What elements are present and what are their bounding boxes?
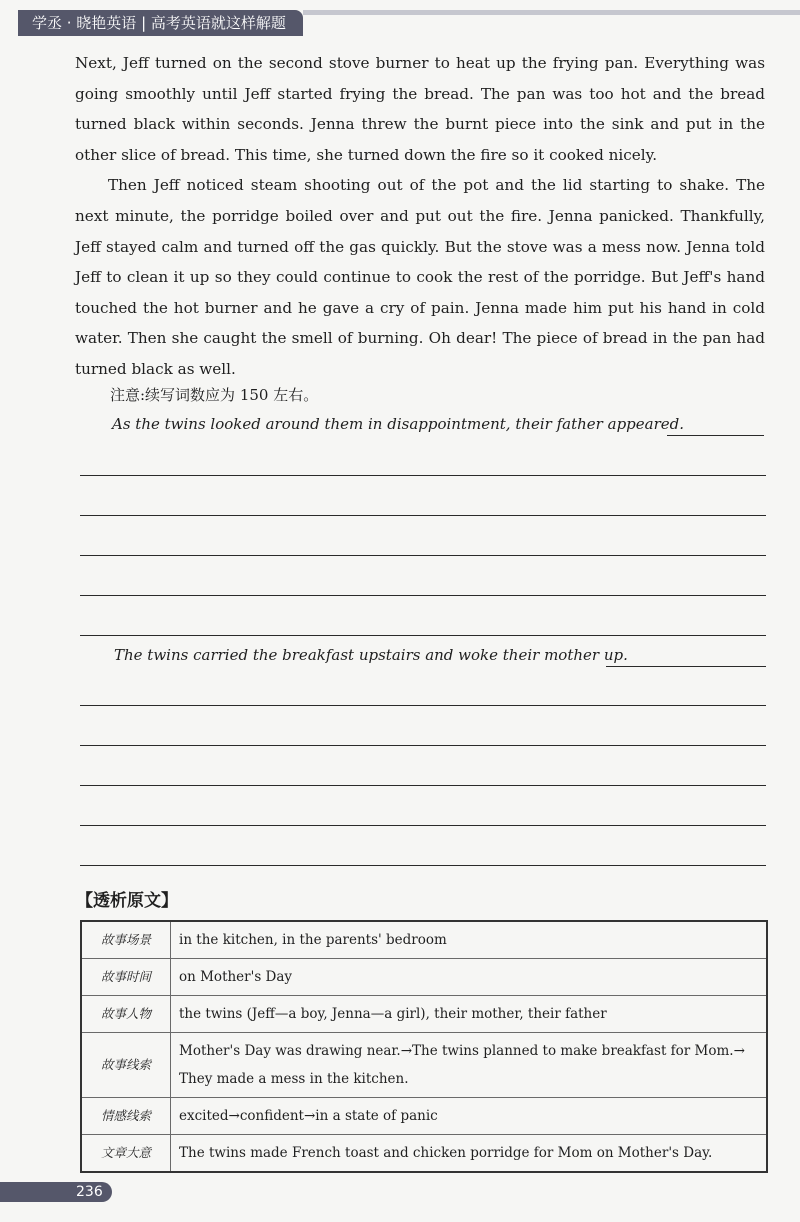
row-value: in the kitchen, in the parents' bedroom bbox=[171, 921, 768, 959]
word-count-note: 注意:续写词数应为 150 左右。 bbox=[110, 386, 319, 404]
row-value: on Mother's Day bbox=[171, 959, 768, 996]
header-title: 学丞 · 晓艳英语 | 高考英语就这样解题 bbox=[18, 10, 303, 36]
table-row bbox=[81, 921, 767, 959]
writing-line[interactable] bbox=[80, 595, 766, 596]
row-value: excited→confident→in a state of panic bbox=[171, 1098, 768, 1135]
header-rule bbox=[303, 10, 800, 15]
paragraph-2: Then Jeff noticed steam shooting out of the pot and the lid starting to shake. The next minute, the porridge boiled over and put out the fire. Jenna panicked. Thankfully, Jeff stayed calm and turned off the gas quickly. But the stove was a mess now. Jenna told Jeff to clean it up so they could continue to cook the rest of the porridge. But Jeff's hand touched the hot burner and he gave a cry of pain. Jenna made him put his hand in cold water. Then she caught the smell of burning. Oh dear! The piece of bread in the pan had turned black as well. bbox=[75, 176, 765, 378]
row-value: Mother's Day was drawing near.→The twins planned to make breakfast for Mom.→ They made a mess in the kitchen. bbox=[171, 1033, 768, 1098]
prompt-first-blank bbox=[667, 435, 764, 436]
row-label: 故事人物 bbox=[81, 996, 171, 1033]
prompt-second-blank bbox=[606, 666, 766, 667]
row-label: 故事时间 bbox=[81, 959, 171, 996]
table-row bbox=[81, 1098, 767, 1135]
analysis-heading: 【透析原文】 bbox=[76, 891, 178, 911]
writing-line[interactable] bbox=[80, 635, 766, 636]
row-label: 情感线索 bbox=[81, 1098, 171, 1135]
paragraph-1: Next, Jeff turned on the second stove burner to heat up the frying pan. Everything was going smoothly until Jeff started frying the bread. The pan was too hot and the bread turned black within seconds. Jenna threw the burnt piece into the sink and put in the other slice of bread. This time, she turned down the fire so it cooked nicely. bbox=[75, 54, 765, 164]
writing-line[interactable] bbox=[80, 745, 766, 746]
table-row bbox=[81, 996, 767, 1033]
page-number: 236 bbox=[76, 1184, 103, 1200]
table-row bbox=[81, 1033, 767, 1098]
prompt-second: The twins carried the breakfast upstairs and woke their mother up. bbox=[114, 646, 628, 664]
analysis-table bbox=[80, 920, 768, 1173]
page-header bbox=[0, 10, 800, 36]
table-row bbox=[81, 959, 767, 996]
row-label: 文章大意 bbox=[81, 1135, 171, 1173]
writing-line[interactable] bbox=[80, 785, 766, 786]
row-value: The twins made French toast and chicken porridge for Mom on Mother's Day. bbox=[171, 1135, 768, 1173]
passage bbox=[75, 48, 765, 385]
prompt-first: As the twins looked around them in disappointment, their father appeared. bbox=[112, 415, 685, 433]
writing-line[interactable] bbox=[80, 555, 766, 556]
table-row bbox=[81, 1135, 767, 1173]
writing-line[interactable] bbox=[80, 825, 766, 826]
row-label: 故事场景 bbox=[81, 921, 171, 959]
row-label: 故事线索 bbox=[81, 1033, 171, 1098]
writing-line[interactable] bbox=[80, 705, 766, 706]
writing-line[interactable] bbox=[80, 515, 766, 516]
writing-line[interactable] bbox=[80, 475, 766, 476]
writing-line[interactable] bbox=[80, 865, 766, 866]
row-value: the twins (Jeff—a boy, Jenna—a girl), their mother, their father bbox=[171, 996, 768, 1033]
